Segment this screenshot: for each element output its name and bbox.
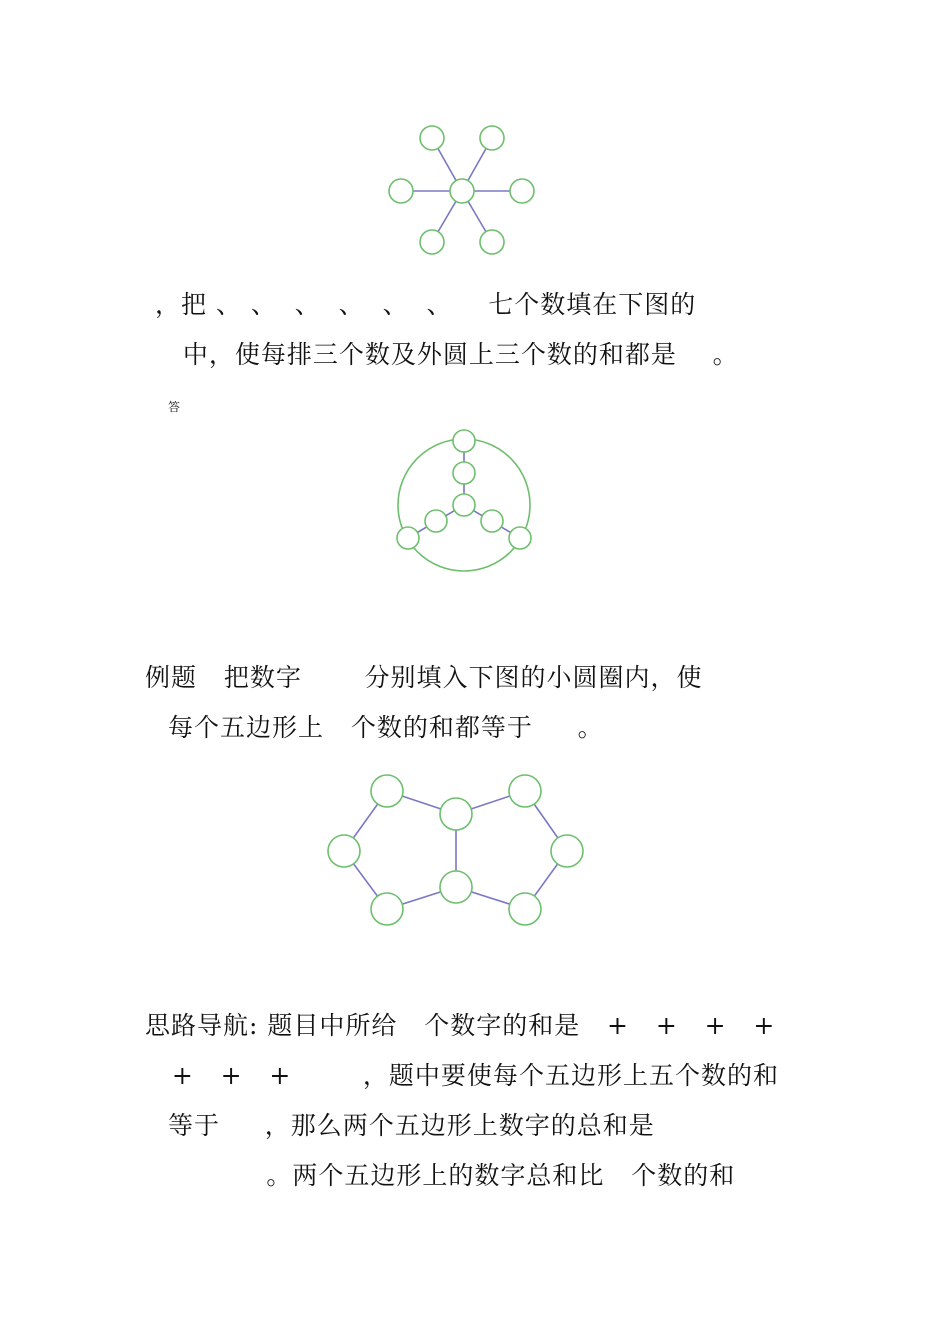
circle-inner-node bbox=[453, 462, 475, 484]
circle-outer-node bbox=[509, 527, 531, 549]
answer-label: 答 bbox=[168, 400, 181, 414]
circle-spoke-figure bbox=[385, 425, 545, 575]
star-node bbox=[420, 230, 444, 254]
star-node bbox=[389, 179, 413, 203]
hint-line1: 思路导航: 题目中所给 个数字的和是 + + + + bbox=[145, 1011, 776, 1040]
hint-line2: + + + ，题中要使每个五边形上五个数的和 bbox=[145, 1061, 779, 1090]
hint-line4: 。两个五边形上的数字总和比 个数的和 bbox=[168, 1161, 736, 1190]
circle-outer-node bbox=[453, 430, 475, 452]
circle-inner-node bbox=[481, 510, 503, 532]
problem1-line1: ，把 、 、 、 、 、 、 七个数填在下图的 bbox=[155, 290, 697, 319]
problem1-line2: 中，使每排三个数及外圆上三个数的和都是 。 bbox=[165, 340, 739, 369]
example-line1: 例题 把数字 分别填入下图的小圆圈内，使 bbox=[145, 663, 703, 692]
pentagon-node bbox=[509, 775, 541, 807]
pentagon-node bbox=[328, 835, 360, 867]
star-node bbox=[420, 126, 444, 150]
circle-outer-node bbox=[397, 527, 419, 549]
example-line2: 每个五边形上 个数的和都等于 。 bbox=[168, 713, 604, 742]
hint-line3: 等于 ，那么两个五边形上数字的总和是 bbox=[168, 1111, 655, 1140]
star-node bbox=[480, 126, 504, 150]
pentagon-node bbox=[509, 893, 541, 925]
star-node bbox=[510, 179, 534, 203]
star-node bbox=[480, 230, 504, 254]
shared-node bbox=[440, 871, 472, 903]
double-pentagon-figure bbox=[320, 765, 590, 935]
star-center-node bbox=[450, 179, 474, 203]
circle-inner-node bbox=[425, 510, 447, 532]
shared-node bbox=[440, 798, 472, 830]
star-figure bbox=[385, 120, 545, 260]
pentagon-node bbox=[551, 835, 583, 867]
pentagon-node bbox=[371, 775, 403, 807]
circle-center-node bbox=[453, 494, 475, 516]
pentagon-node bbox=[371, 893, 403, 925]
